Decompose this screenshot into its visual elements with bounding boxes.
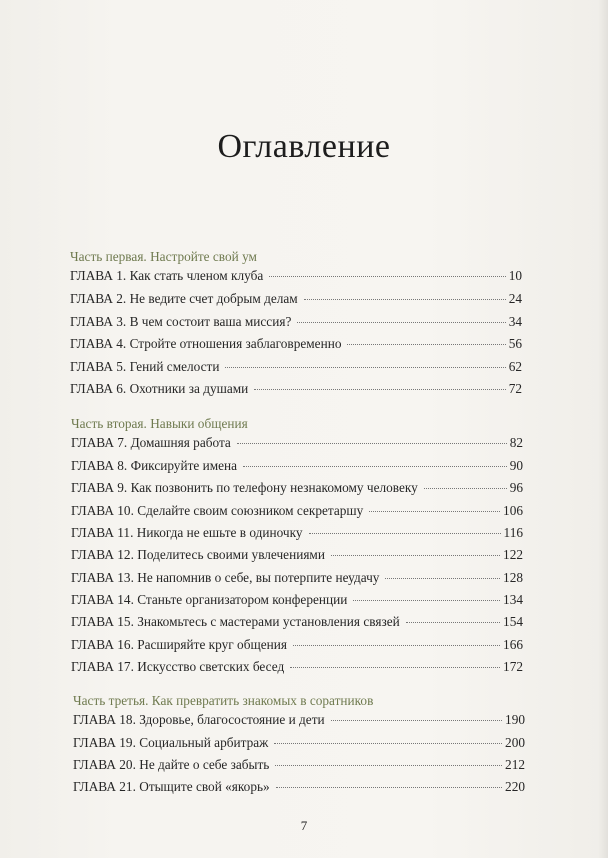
dot-leader bbox=[269, 276, 505, 277]
dot-leader bbox=[331, 555, 500, 556]
part-heading-3: Часть третья. Как превратить знакомых в соратников bbox=[73, 693, 374, 708]
toc-row-chapter-18 bbox=[73, 712, 525, 732]
toc-row-chapter-21 bbox=[73, 779, 525, 799]
toc-row-chapter-16 bbox=[71, 637, 523, 657]
toc-row-chapter-12 bbox=[71, 547, 523, 567]
toc-row-chapter-15 bbox=[71, 614, 523, 634]
page-number: 7 bbox=[300, 818, 308, 833]
toc-row-chapter-5 bbox=[70, 359, 522, 379]
page-title: Оглавление bbox=[217, 128, 391, 165]
part-heading-2: Часть вторая. Навыки общения bbox=[71, 416, 248, 431]
toc-row-chapter-2 bbox=[70, 291, 522, 311]
dot-leader bbox=[424, 488, 507, 489]
chapter-page-number: 122 bbox=[503, 547, 523, 562]
dot-leader bbox=[406, 622, 500, 623]
toc-row-chapter-13 bbox=[71, 570, 523, 590]
dot-leader bbox=[369, 511, 500, 512]
toc-row-chapter-9 bbox=[71, 480, 523, 500]
chapter-page-number: 56 bbox=[508, 336, 522, 351]
chapter-title: ГЛАВА 17. Искусство светских бесед bbox=[71, 659, 285, 674]
chapter-page-number: 90 bbox=[509, 458, 523, 473]
toc-row-chapter-11 bbox=[71, 525, 523, 545]
chapter-page-number: 172 bbox=[503, 659, 523, 674]
dot-leader bbox=[243, 466, 507, 467]
chapter-page-number: 24 bbox=[508, 291, 522, 306]
chapter-title: ГЛАВА 13. Не напомнив о себе, вы потерпите неудачу bbox=[71, 570, 380, 585]
chapter-title: ГЛАВА 16. Расширяйте круг общения bbox=[71, 637, 287, 652]
dot-leader bbox=[385, 578, 500, 579]
toc-row-chapter-6 bbox=[70, 381, 522, 401]
chapter-title: ГЛАВА 5. Гений смелости bbox=[70, 359, 220, 374]
chapter-title: ГЛАВА 4. Стройте отношения заблаговременно bbox=[70, 336, 342, 351]
toc-row-chapter-10 bbox=[71, 503, 523, 523]
chapter-page-number: 134 bbox=[503, 592, 523, 607]
dot-leader bbox=[290, 667, 500, 668]
chapter-title: ГЛАВА 11. Никогда не ешьте в одиночку bbox=[71, 525, 303, 540]
dot-leader bbox=[293, 645, 500, 646]
chapter-page-number: 62 bbox=[508, 359, 522, 374]
chapter-title: ГЛАВА 6. Охотники за душами bbox=[70, 381, 249, 396]
dot-leader bbox=[225, 367, 505, 368]
chapter-page-number: 106 bbox=[503, 503, 523, 518]
chapter-title: ГЛАВА 18. Здоровье, благосостояние и дети bbox=[73, 712, 325, 727]
dot-leader bbox=[353, 600, 500, 601]
chapter-title: ГЛАВА 21. Отыщите свой «якорь» bbox=[73, 779, 270, 794]
dot-leader bbox=[237, 443, 507, 444]
chapter-page-number: 116 bbox=[503, 525, 523, 540]
chapter-title: ГЛАВА 19. Социальный арбитраж bbox=[73, 735, 269, 750]
toc-row-chapter-3 bbox=[70, 314, 522, 334]
toc-row-chapter-19 bbox=[73, 735, 525, 755]
toc-row-chapter-14 bbox=[71, 592, 523, 612]
chapter-title: ГЛАВА 2. Не ведите счет добрым делам bbox=[70, 291, 298, 306]
chapter-title: ГЛАВА 1. Как стать членом клуба bbox=[70, 268, 264, 283]
chapter-title: ГЛАВА 8. Фиксируйте имена bbox=[71, 458, 238, 473]
chapter-page-number: 10 bbox=[508, 268, 522, 283]
toc-row-chapter-8 bbox=[71, 458, 523, 478]
chapter-page-number: 128 bbox=[503, 570, 523, 585]
toc-row-chapter-7 bbox=[71, 435, 523, 455]
toc-row-chapter-1 bbox=[70, 268, 522, 288]
dot-leader bbox=[297, 322, 505, 323]
chapter-page-number: 200 bbox=[505, 735, 525, 750]
dot-leader bbox=[331, 720, 502, 721]
chapter-page-number: 34 bbox=[508, 314, 522, 329]
chapter-title: ГЛАВА 15. Знакомьтесь с мастерами установления связей bbox=[71, 614, 400, 629]
dot-leader bbox=[254, 389, 505, 390]
dot-leader bbox=[347, 344, 505, 345]
chapter-title: ГЛАВА 12. Поделитесь своими увлечениями bbox=[71, 547, 325, 562]
chapter-title: ГЛАВА 14. Станьте организатором конференции bbox=[71, 592, 348, 607]
chapter-title: ГЛАВА 3. В чем состоит ваша миссия? bbox=[70, 314, 292, 329]
chapter-title: ГЛАВА 20. Не дайте о себе забыть bbox=[73, 757, 270, 772]
chapter-page-number: 72 bbox=[508, 381, 522, 396]
dot-leader bbox=[276, 787, 502, 788]
chapter-page-number: 82 bbox=[509, 435, 523, 450]
toc-row-chapter-17 bbox=[71, 659, 523, 679]
chapter-page-number: 190 bbox=[505, 712, 525, 727]
chapter-page-number: 212 bbox=[505, 757, 525, 772]
dot-leader bbox=[309, 533, 501, 534]
dot-leader bbox=[274, 743, 502, 744]
chapter-title: ГЛАВА 7. Домашняя работа bbox=[71, 435, 231, 450]
chapter-title: ГЛАВА 10. Сделайте своим союзником секретаршу bbox=[71, 503, 364, 518]
chapter-page-number: 154 bbox=[503, 614, 523, 629]
chapter-page-number: 166 bbox=[503, 637, 523, 652]
chapter-page-number: 96 bbox=[509, 480, 523, 495]
dot-leader bbox=[275, 765, 502, 766]
toc-row-chapter-20 bbox=[73, 757, 525, 777]
part-heading-1: Часть первая. Настройте свой ум bbox=[70, 249, 257, 264]
dot-leader bbox=[304, 299, 506, 300]
toc-row-chapter-4 bbox=[70, 336, 522, 356]
chapter-title: ГЛАВА 9. Как позвонить по телефону незнакомому человеку bbox=[71, 480, 418, 495]
chapter-page-number: 220 bbox=[505, 779, 525, 794]
